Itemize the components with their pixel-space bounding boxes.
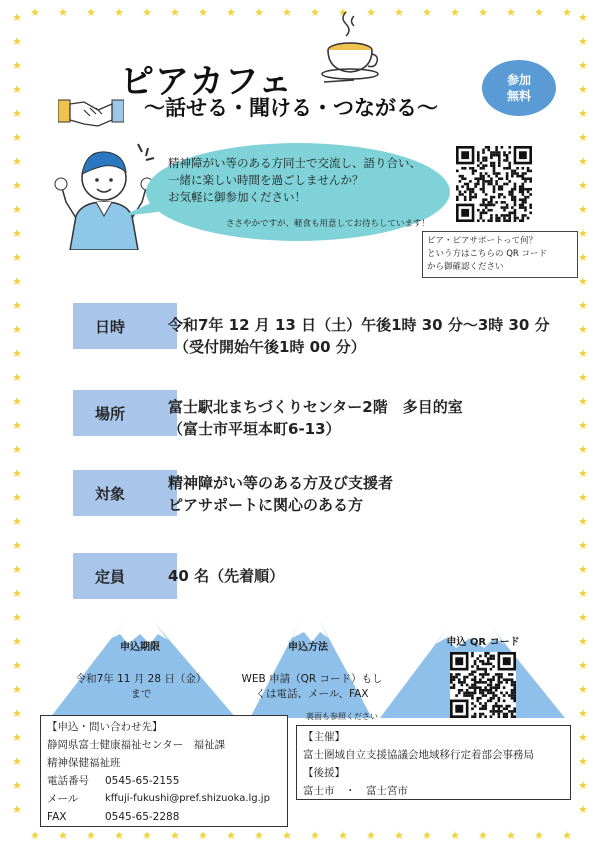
star-icon: ★ [422,6,432,19]
page-subtitle: ～話せる・聞ける・つながる～ [144,96,438,120]
star-icon: ★ [12,731,22,744]
star-icon: ★ [562,6,572,19]
star-icon: ★ [578,59,588,72]
place-info [168,396,463,440]
star-icon: ★ [12,611,22,624]
star-icon: ★ [578,203,588,216]
star-icon: ★ [12,59,22,72]
star-icon: ★ [578,491,588,504]
place-line-1: 富士駅北まちづくりセンター2階 多目的室 [168,398,463,416]
page-title: ピアカフェ [120,62,293,102]
method-line-2: くは電話、メール、FAX [255,688,369,700]
bubble-line-1: 精神障がい等のある方同士で交流し、語り合い、 [168,156,421,170]
qr-note-line-3: から御確認ください [427,262,504,272]
contact-box [40,715,288,827]
method-note: 裏面も参照ください [306,712,378,721]
star-icon: ★ [578,779,588,792]
contact-org-line-1: 静岡県富士健康福祉センター 福祉課 [47,739,226,751]
star-icon: ★ [450,6,460,19]
star-icon: ★ [12,155,22,168]
tel-value[interactable]: 0545-65-2155 [105,775,180,787]
star-icon: ★ [226,829,236,842]
star-icon: ★ [578,395,588,408]
peer-support-qr-code[interactable] [456,146,532,222]
handshake-icon [58,92,124,132]
star-icon: ★ [12,347,22,360]
fax-value: 0545-65-2288 [105,811,180,823]
deadline-line-1: 令和7年 11 月 28 日（金） [75,673,207,685]
star-icon: ★ [254,6,264,19]
star-icon: ★ [12,131,22,144]
star-icon: ★ [578,299,588,312]
mail-key: メール [47,793,79,805]
star-icon: ★ [578,371,588,384]
star-icon: ★ [254,829,264,842]
star-icon: ★ [578,611,588,624]
star-icon: ★ [338,6,348,19]
place-label: 場所 [73,390,177,436]
badge-line-2: 無料 [506,89,531,103]
host-name: 富士圏域自立支援協議会地域移行定着部会事務局 [303,749,534,761]
contact-mail-row [47,790,281,808]
deadline-line-2: まで [130,688,152,700]
deadline-text [66,672,216,702]
star-icon: ★ [142,829,152,842]
star-icon: ★ [12,203,22,216]
star-icon: ★ [578,11,588,24]
star-icon: ★ [12,515,22,528]
place-line-2: （富士市平垣本町6-13） [168,420,341,438]
star-icon: ★ [12,587,22,600]
bubble-line-2: 一緒に楽しい時間を過ごしませんか？ [168,173,364,187]
star-icon: ★ [58,6,68,19]
star-icon: ★ [282,6,292,19]
star-icon: ★ [12,563,22,576]
date-line-1: 令和7年 12 月 13 日（土）午後1時 30 分～3時 30 分 [168,316,550,334]
application-qr-label: 申込 QR コード [446,637,520,648]
star-icon: ★ [310,6,320,19]
star-icon: ★ [12,11,22,24]
star-icon: ★ [198,6,208,19]
qr-note-line-1: ピア・ピアサポートって何？ [427,236,538,246]
star-icon: ★ [30,6,40,19]
star-icon: ★ [534,829,544,842]
badge-line-1: 参加 [506,73,531,87]
star-icon: ★ [12,803,22,816]
star-icon: ★ [142,6,152,19]
star-icon: ★ [478,829,488,842]
contact-heading: 【申込・問い合わせ先】 [47,721,163,733]
bubble-message [168,155,444,206]
star-icon: ★ [12,299,22,312]
fax-key: FAX [47,811,67,823]
star-icon: ★ [450,829,460,842]
contact-tel-row [47,772,281,790]
star-icon: ★ [12,323,22,336]
star-icon: ★ [30,829,40,842]
star-icon: ★ [12,779,22,792]
star-icon: ★ [338,829,348,842]
star-icon: ★ [578,323,588,336]
application-qr-code[interactable] [450,652,516,718]
star-icon: ★ [578,155,588,168]
star-icon: ★ [12,251,22,264]
star-icon: ★ [578,251,588,264]
contact-org-line-2: 精神保健福祉班 [47,757,121,769]
star-icon: ★ [12,755,22,768]
star-icon: ★ [12,419,22,432]
support-names: 富士市 ・ 富士宮市 [303,785,408,797]
star-icon: ★ [578,707,588,720]
cheering-person-icon [52,140,160,250]
tel-key: 電話番号 [47,775,89,787]
star-icon: ★ [578,131,588,144]
star-icon: ★ [578,83,588,96]
star-icon: ★ [578,755,588,768]
method-label: 申込方法 [288,642,328,653]
contact-fax-row [47,808,281,826]
star-icon: ★ [12,395,22,408]
star-icon: ★ [578,539,588,552]
star-icon: ★ [394,829,404,842]
star-icon: ★ [226,6,236,19]
star-icon: ★ [282,829,292,842]
star-icon: ★ [578,563,588,576]
star-icon: ★ [578,347,588,360]
star-icon: ★ [12,635,22,648]
star-icon: ★ [12,707,22,720]
star-icon: ★ [578,515,588,528]
star-icon: ★ [12,491,22,504]
star-icon: ★ [12,35,22,48]
star-icon: ★ [86,829,96,842]
star-icon: ★ [578,35,588,48]
star-icon: ★ [578,467,588,480]
star-icon: ★ [366,829,376,842]
method-text [238,672,386,702]
host-heading: 【主催】 [303,731,345,743]
star-icon: ★ [534,6,544,19]
star-icon: ★ [394,6,404,19]
star-icon: ★ [578,419,588,432]
coffee-cup-icon [318,8,382,88]
target-label: 対象 [73,470,177,516]
star-icon: ★ [506,829,516,842]
free-participation-badge [482,60,556,116]
method-line-1: WEB 申請（QR コード）もし [241,673,383,685]
star-icon: ★ [12,275,22,288]
target-line-2: ピアサポートに関心のある方 [168,496,364,514]
target-info [168,472,393,516]
star-icon: ★ [12,371,22,384]
star-icon: ★ [114,6,124,19]
target-line-1: 精神障がい等のある方及び支援者 [168,474,394,492]
star-icon: ★ [578,107,588,120]
star-icon: ★ [578,731,588,744]
star-icon: ★ [58,829,68,842]
star-icon: ★ [578,275,588,288]
star-icon: ★ [578,443,588,456]
star-icon: ★ [86,6,96,19]
date-info [168,314,550,358]
star-icon: ★ [562,829,572,842]
star-icon: ★ [12,227,22,240]
star-icon: ★ [578,227,588,240]
bubble-line-3: お気軽に御参加ください！ [168,190,306,204]
qr-explanation-box [422,231,578,278]
sponsor-box [296,725,571,800]
mail-value[interactable]: kffuji-fukushi@pref.shizuoka.lg.jp [105,793,270,804]
star-icon: ★ [12,683,22,696]
star-icon: ★ [310,829,320,842]
star-icon: ★ [578,683,588,696]
capacity-label: 定員 [73,553,177,599]
date-label: 日時 [73,303,177,349]
capacity-value: 40 名（先着順） [168,567,285,585]
star-icon: ★ [506,6,516,19]
star-icon: ★ [12,179,22,192]
date-line-2: （受付開始午後1時 00 分） [174,338,366,356]
star-icon: ★ [12,443,22,456]
star-icon: ★ [12,83,22,96]
star-icon: ★ [170,6,180,19]
star-icon: ★ [12,539,22,552]
star-icon: ★ [578,659,588,672]
qr-note-line-2: という方はこちらの QR コード [427,249,548,259]
star-icon: ★ [578,803,588,816]
support-heading: 【後援】 [303,767,345,779]
deadline-label: 申込期限 [120,642,160,653]
star-icon: ★ [198,829,208,842]
star-icon: ★ [170,829,180,842]
bubble-note: ささやかですが、軽食も用意してお待ちしています！ [226,219,431,229]
star-icon: ★ [578,179,588,192]
star-icon: ★ [478,6,488,19]
star-icon: ★ [12,659,22,672]
star-icon: ★ [578,587,588,600]
star-icon: ★ [114,829,124,842]
star-icon: ★ [12,467,22,480]
star-icon: ★ [12,107,22,120]
star-icon: ★ [422,829,432,842]
star-icon: ★ [366,6,376,19]
star-icon: ★ [578,635,588,648]
